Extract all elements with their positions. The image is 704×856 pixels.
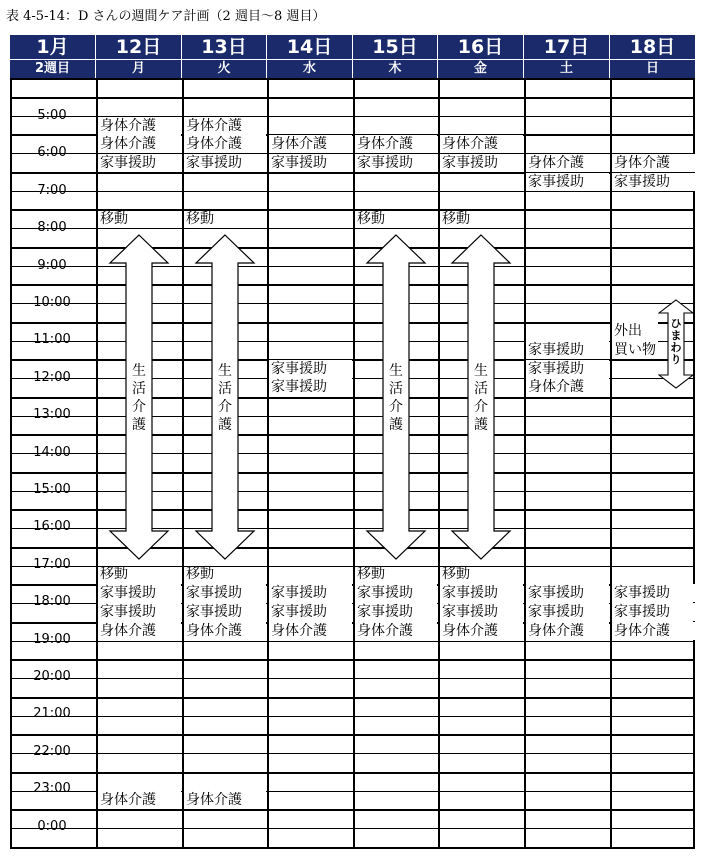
care-entry: 外出 [612, 322, 658, 340]
day-header: 12日 [96, 35, 182, 59]
day-header: 13日 [182, 35, 267, 59]
care-entry: 家事援助 [98, 154, 181, 172]
time-label: 6:00 [37, 145, 67, 160]
care-entry: 家事援助 [184, 584, 266, 602]
weekday-header: 金 [438, 60, 524, 78]
day-header: 15日 [353, 35, 438, 59]
care-entry: 身体介護 [612, 154, 695, 172]
weekday-header: 木 [353, 60, 438, 78]
column-line [524, 78, 526, 848]
time-label: 19:00 [33, 632, 71, 647]
time-label: 12:00 [33, 370, 71, 385]
time-label: 22:00 [33, 744, 71, 759]
care-entry: 家事援助 [612, 603, 695, 621]
care-entry: 家事援助 [184, 154, 266, 172]
care-entry: 身体介護 [355, 135, 437, 153]
care-entry: 買い物 [614, 342, 656, 358]
care-entry: 身体介護 [612, 622, 695, 640]
care-entry: 移動 [357, 566, 385, 582]
time-label: 11:00 [33, 332, 71, 347]
arrow-label-sun: ひ ま わ り [670, 317, 682, 366]
column-line [353, 78, 355, 848]
time-label: 7:00 [37, 183, 67, 198]
care-entry: 家事援助 [526, 341, 609, 359]
day-header: 17日 [524, 35, 610, 59]
time-label: 5:00 [37, 108, 67, 123]
care-entry: 家事援助 [355, 603, 437, 621]
care-entry: 身体介護 [184, 135, 266, 153]
care-entry: 身体介護 [98, 791, 181, 809]
arrow-label-tue: 生 活 介 護 [218, 363, 232, 433]
care-entry: 家事援助 [355, 154, 437, 172]
care-entry: 身体介護 [184, 622, 266, 640]
care-entry: 移動 [100, 566, 128, 582]
weekday-header: 火 [182, 60, 267, 78]
column-line [267, 78, 269, 848]
time-label: 16:00 [33, 519, 71, 534]
care-entry: 家事援助 [440, 584, 523, 602]
weekday-header: 土 [524, 60, 610, 78]
column-line [693, 78, 695, 848]
care-entry: 身体介護 [440, 622, 523, 640]
care-entry: 身体介護 [269, 622, 352, 640]
month-cell: 1月 [10, 35, 96, 59]
time-label: 15:00 [33, 482, 71, 497]
time-label: 0:00 [37, 819, 67, 834]
care-entry: 家事援助 [526, 584, 609, 602]
care-entry: 身体介護 [98, 117, 181, 135]
care-entry: 家事援助 [184, 603, 266, 621]
time-label: 20:00 [33, 669, 71, 684]
weekday-header: 水 [267, 60, 353, 78]
care-entry: 家事援助 [526, 360, 609, 378]
table-caption: 表 4-5-14：D さんの週間ケア計画（2 週目～8 週目） [6, 9, 326, 24]
column-line [182, 78, 184, 848]
care-entry: 移動 [442, 211, 470, 227]
care-entry: 移動 [186, 566, 214, 582]
care-entry: 家事援助 [269, 584, 352, 602]
arrow-label-fri: 生 活 介 護 [474, 363, 488, 433]
care-entry: 身体介護 [526, 622, 609, 640]
time-label: 8:00 [37, 220, 67, 235]
care-entry: 身体介護 [184, 791, 266, 809]
care-entry: 身体介護 [98, 622, 181, 640]
weekday-header: 日 [610, 60, 695, 78]
care-entry: 身体介護 [184, 117, 266, 135]
time-label: 9:00 [37, 258, 67, 273]
day-header: 18日 [610, 35, 695, 59]
care-entry: 身体介護 [440, 135, 523, 153]
care-entry: 家事援助 [440, 603, 523, 621]
care-entry: 移動 [100, 211, 128, 227]
care-entry: 家事援助 [269, 603, 352, 621]
week-cell: 2週目 [10, 60, 96, 78]
day-header: 16日 [438, 35, 524, 59]
care-entry: 家事援助 [526, 173, 609, 191]
care-entry: 身体介護 [526, 378, 609, 396]
time-label: 10:00 [33, 295, 71, 310]
care-entry: 家事援助 [612, 584, 695, 602]
day-header: 14日 [267, 35, 353, 59]
time-label: 23:00 [33, 781, 71, 796]
care-entry: 移動 [442, 566, 470, 582]
time-label: 21:00 [33, 706, 71, 721]
column-line [438, 78, 440, 848]
care-entry: 家事援助 [269, 154, 352, 172]
time-label: 18:00 [33, 594, 71, 609]
care-entry: 家事援助 [98, 603, 181, 621]
care-entry: 家事援助 [526, 603, 609, 621]
care-entry: 身体介護 [269, 135, 352, 153]
care-entry: 家事援助 [440, 154, 523, 172]
column-line [96, 78, 98, 848]
arrow-label-mon: 生 活 介 護 [132, 363, 146, 433]
weekly-care-schedule [10, 35, 695, 848]
care-entry: 家事援助 [612, 173, 695, 191]
care-entry: 家事援助 [98, 584, 181, 602]
care-entry: 移動 [357, 211, 385, 227]
care-entry: 家事援助 [269, 378, 352, 396]
care-entry: 身体介護 [98, 135, 181, 153]
care-entry: 身体介護 [526, 154, 609, 172]
care-entry: 身体介護 [355, 622, 437, 640]
time-label: 17:00 [33, 557, 71, 572]
time-label: 14:00 [33, 445, 71, 460]
care-entry: 移動 [186, 211, 214, 227]
column-line [610, 78, 612, 848]
time-label: 13:00 [33, 407, 71, 422]
arrow-label-thu: 生 活 介 護 [389, 363, 403, 433]
weekday-header: 月 [96, 60, 182, 78]
care-entry: 家事援助 [269, 360, 352, 378]
care-entry: 家事援助 [355, 584, 437, 602]
